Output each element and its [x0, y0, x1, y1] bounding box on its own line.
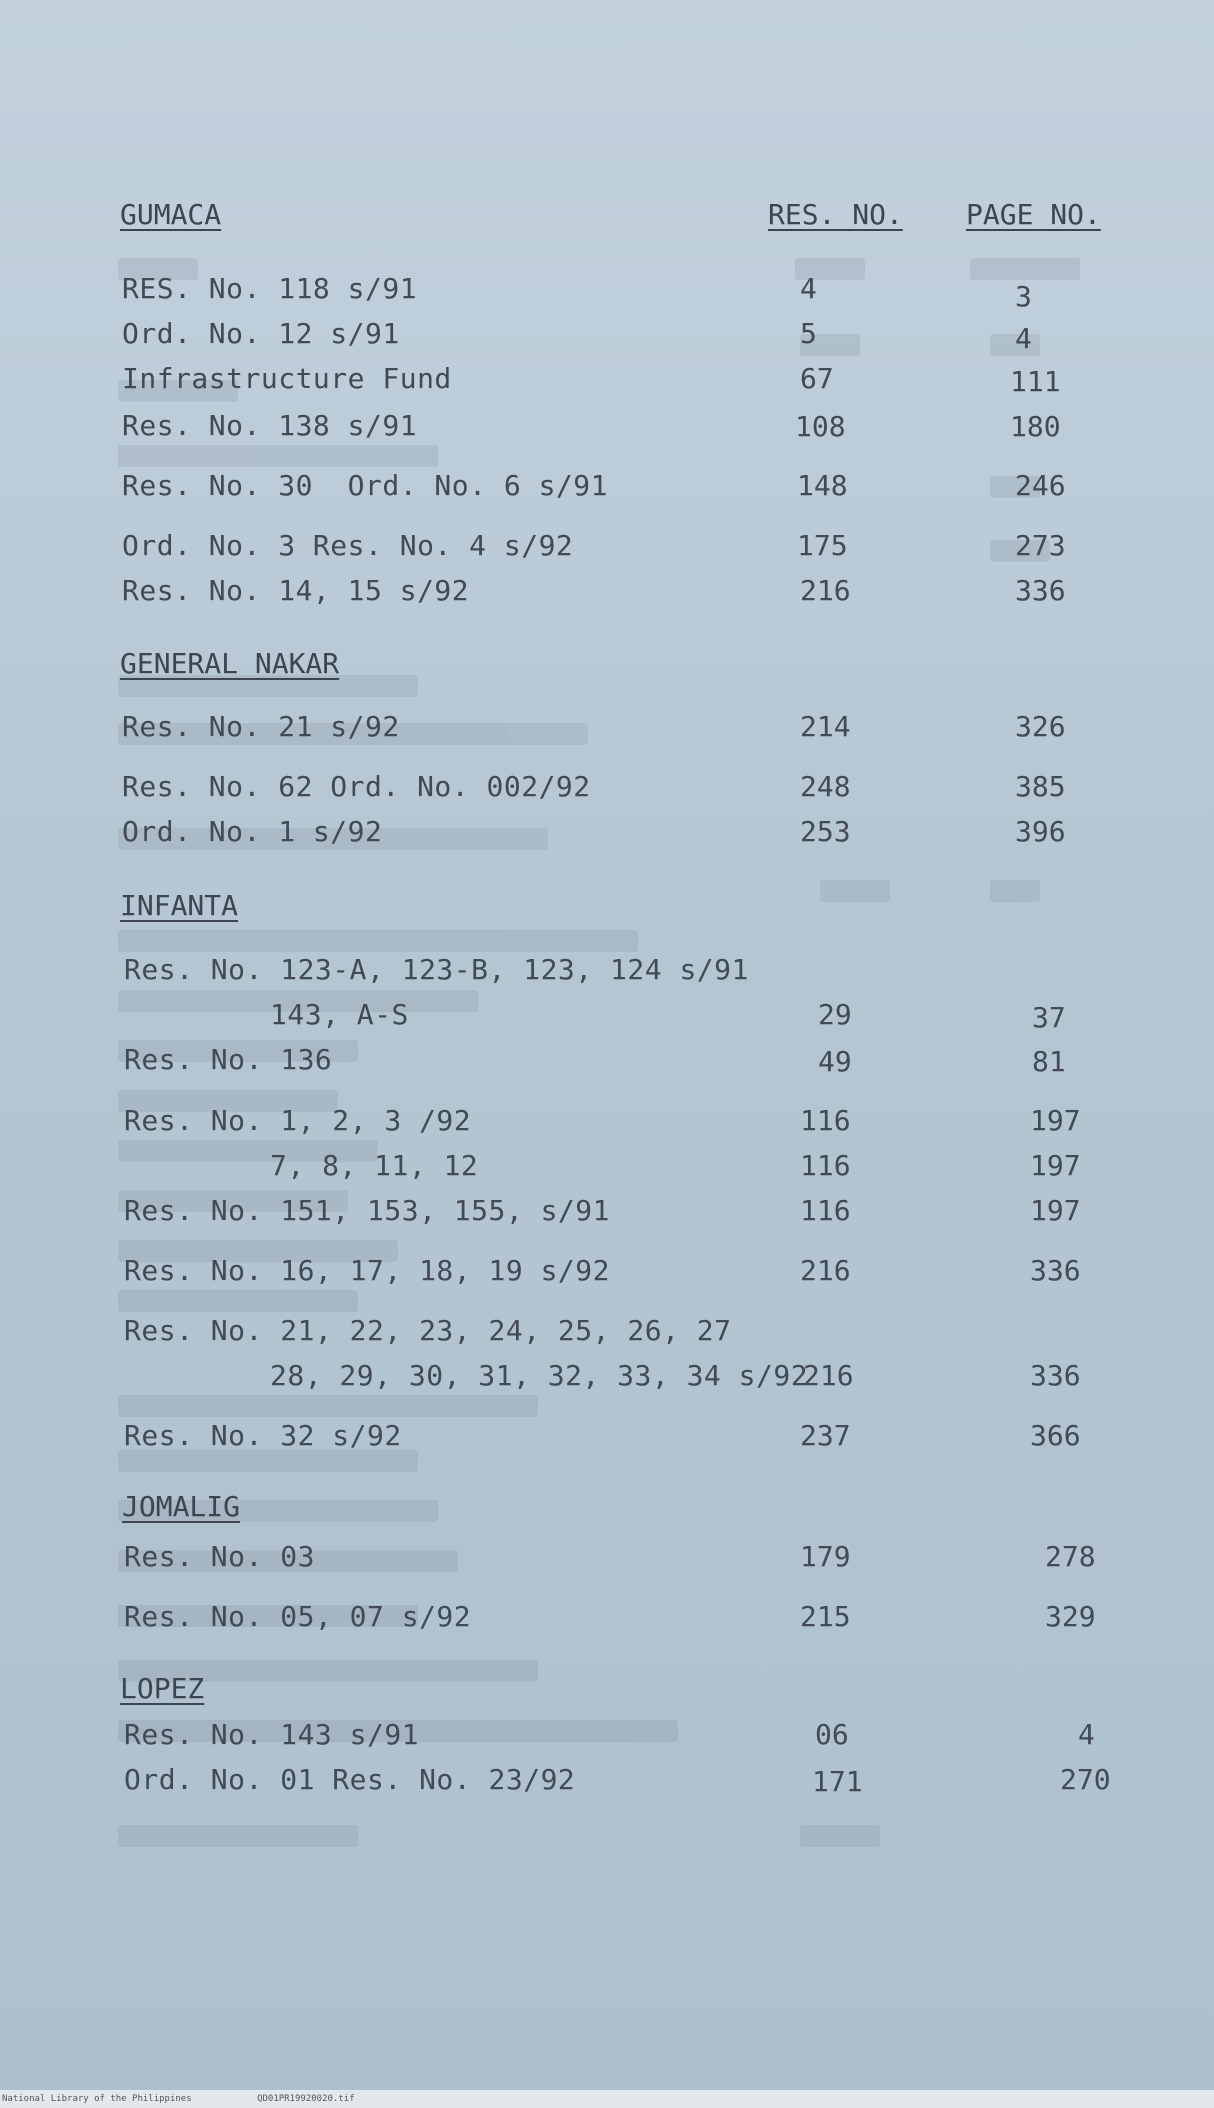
- entry-desc: 143, A-S: [270, 998, 409, 1031]
- footer-library: National Library of the Philippines: [2, 2094, 192, 2104]
- entry-desc: Ord. No. 12 s/91: [122, 317, 400, 350]
- entry-page-no: 111: [1010, 365, 1061, 398]
- entry-page-no: 197: [1030, 1149, 1081, 1182]
- entry-desc: Infrastructure Fund: [122, 362, 452, 395]
- entry-desc: Res. No. 62 Ord. No. 002/92: [122, 770, 591, 803]
- entry-page-no: 270: [1060, 1763, 1111, 1796]
- entry-desc: RES. No. 118 s/91: [122, 272, 418, 305]
- entry-res-no: 29: [818, 998, 852, 1031]
- entry-page-no: 197: [1030, 1104, 1081, 1137]
- entry-desc: Ord. No. 01 Res. No. 23/92: [124, 1763, 576, 1796]
- entry-res-no: 108: [795, 410, 846, 443]
- section-title-gumaca: GUMACA: [120, 198, 222, 231]
- entry-desc: Res. No. 143 s/91: [124, 1718, 420, 1751]
- entry-desc: Res. No. 123-A, 123-B, 123, 124 s/91: [124, 953, 749, 986]
- entry-res-no: 67: [800, 362, 834, 395]
- entry-res-no: 216: [800, 574, 851, 607]
- entry-page-no: 3: [1015, 280, 1032, 313]
- entry-page-no: 385: [1015, 770, 1066, 803]
- entry-desc: Res. No. 03: [124, 1540, 315, 1573]
- entry-res-no: 116: [800, 1194, 851, 1227]
- entry-res-no: 216: [800, 1254, 851, 1287]
- entry-page-no: 336: [1030, 1359, 1081, 1392]
- entry-res-no: 214: [800, 710, 851, 743]
- res-no-header: RES. NO.: [768, 198, 903, 231]
- entry-res-no: 06: [815, 1718, 849, 1751]
- section-title-jomalig: JOMALIG: [122, 1490, 241, 1523]
- entry-page-no: 366: [1030, 1419, 1081, 1452]
- entry-desc: Res. No. 30 Ord. No. 6 s/91: [122, 469, 609, 502]
- entry-res-no: 175: [797, 529, 848, 562]
- entry-desc: 28, 29, 30, 31, 32, 33, 34 s/92: [270, 1359, 809, 1392]
- entry-desc: Res. No. 14, 15 s/92: [122, 574, 470, 607]
- entry-res-no: 215: [800, 1600, 851, 1633]
- entry-page-no: 81: [1032, 1045, 1066, 1078]
- entry-page-no: 329: [1045, 1600, 1096, 1633]
- page-no-header: PAGE NO.: [966, 198, 1101, 231]
- section-title-lopez: LOPEZ: [120, 1672, 205, 1705]
- entry-res-no: 171: [812, 1765, 863, 1798]
- entry-desc: Res. No. 21 s/92: [122, 710, 400, 743]
- entry-page-no: 4: [1015, 322, 1032, 355]
- entry-res-no: 116: [800, 1104, 851, 1137]
- entry-res-no: 148: [797, 469, 848, 502]
- entry-page-no: 278: [1045, 1540, 1096, 1573]
- entry-desc: Ord. No. 1 s/92: [122, 815, 383, 848]
- entry-desc: Res. No. 136: [124, 1043, 333, 1076]
- entry-page-no: 336: [1015, 574, 1066, 607]
- entry-desc: Res. No. 16, 17, 18, 19 s/92: [124, 1254, 611, 1287]
- entry-desc: Res. No. 21, 22, 23, 24, 25, 26, 27: [124, 1314, 732, 1347]
- entry-res-no: 116: [800, 1149, 851, 1182]
- entry-desc: Res. No. 1, 2, 3 /92: [124, 1104, 472, 1137]
- entry-desc: Res. No. 05, 07 s/92: [124, 1600, 472, 1633]
- entry-page-no: 197: [1030, 1194, 1081, 1227]
- entry-res-no: 5: [800, 317, 817, 350]
- entry-page-no: 246: [1015, 469, 1066, 502]
- entry-desc: Res. No. 138 s/91: [122, 409, 418, 442]
- scan-footer: [0, 2090, 1214, 2108]
- entry-res-no: 4: [800, 272, 817, 305]
- entry-desc: Ord. No. 3 Res. No. 4 s/92: [122, 529, 574, 562]
- section-title-general-nakar: GENERAL NAKAR: [120, 647, 340, 680]
- entry-page-no: 4: [1078, 1718, 1095, 1751]
- entry-res-no: 216: [803, 1359, 854, 1392]
- entry-page-no: 326: [1015, 710, 1066, 743]
- footer-filename: QD01PR19920020.tif: [257, 2094, 355, 2104]
- entry-res-no: 248: [800, 770, 851, 803]
- entry-desc: Res. No. 151, 153, 155, s/91: [124, 1194, 611, 1227]
- entry-desc: Res. No. 32 s/92: [124, 1419, 402, 1452]
- entry-page-no: 396: [1015, 815, 1066, 848]
- entry-res-no: 179: [800, 1540, 851, 1573]
- entry-res-no: 253: [800, 815, 851, 848]
- section-title-infanta: INFANTA: [120, 889, 239, 922]
- entry-desc: 7, 8, 11, 12: [270, 1149, 479, 1182]
- entry-page-no: 180: [1010, 410, 1061, 443]
- entry-page-no: 37: [1032, 1001, 1066, 1034]
- entry-page-no: 273: [1015, 529, 1066, 562]
- entry-res-no: 237: [800, 1419, 851, 1452]
- entry-page-no: 336: [1030, 1254, 1081, 1287]
- entry-res-no: 49: [818, 1045, 852, 1078]
